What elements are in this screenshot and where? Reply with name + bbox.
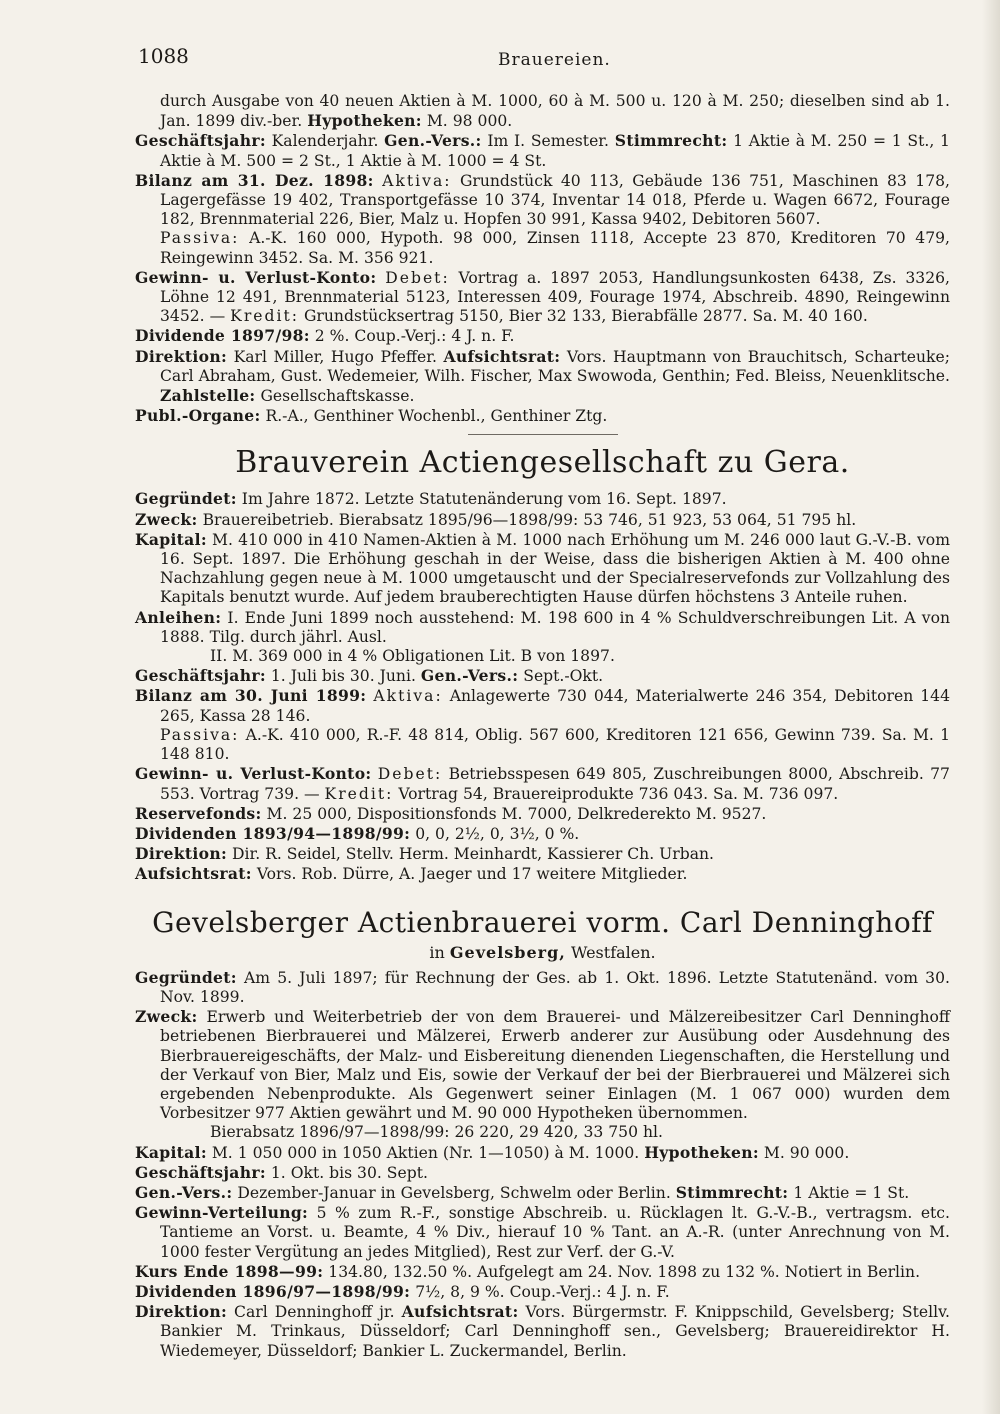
gev-gegruendet: Gegründet: Am 5. Juli 1897; für Rechnung der Ges. ab 1. Okt. 1896. Letzte Statutenänd. vom 30. Nov. 1899. bbox=[135, 967, 950, 1006]
page-edge-shadow bbox=[982, 0, 1000, 1414]
gev-gewinn-verteilung: Gewinn-Verteilung: 5 % zum R.-F., sonstige Abschreib. u. Rücklagen lt. G.-V.-B., vertragsm. etc. Tantieme an Vorst. u. Beamte, 4 % Div., hierauf 10 % Tant. an A.-R. (unter Anrechnung von M. 1000 fester Vergütung an jedes Mitglied), Rest zur Verf. der G.-V. bbox=[135, 1203, 950, 1261]
entry-continued bbox=[135, 92, 950, 1361]
section-divider bbox=[468, 434, 618, 435]
gev-direktion: Direktion: Carl Denninghoff jr. Aufsichtsrat: Vors. Bürgermstr. F. Knippschild, Gevelsberg; Stellv. Bankier M. Trinkaus, Düsseldorf; Carl Denninghoff sen., Gevelsberg; Brauereidirektor H. Wiedemeyer, Düsseldorf; Bankier L. Zuckermandel, Berlin. bbox=[135, 1302, 950, 1360]
gera-anleihen: Anleihen: I. Ende Juni 1899 noch ausstehend: M. 198 600 in 4 % Schuldverschreibungen Lit. A von 1888. Tilg. durch jährl. Ausl. bbox=[135, 607, 950, 646]
capital-continuation: durch Ausgabe von 40 neuen Aktien à M. 1000, 60 à M. 500 u. 120 à M. 250; dieselben sind ab 1. Jan. 1899 div.-ber. Hypotheken: M. 98 000. bbox=[160, 92, 950, 131]
gera-dividenden: Dividenden 1893/94—1898/99: 0, 0, 2½, 0, 3½, 0 %. bbox=[135, 823, 580, 843]
gev-kapital: Kapital: M. 1 050 000 in 1050 Aktien (Nr. 1—1050) à M. 1000. Hypotheken: M. 90 000. bbox=[135, 1142, 850, 1162]
page-number: 1088 bbox=[138, 44, 189, 68]
gera-gegruendet: Gegründet: Im Jahre 1872. Letzte Statutenänderung vom 16. Sept. 1897. bbox=[135, 489, 727, 509]
gera-geschaeftsjahr: Geschäftsjahr: 1. Juli bis 30. Juni. Gen.-Vers.: Sept.-Okt. bbox=[135, 666, 604, 686]
passiva-block: Passiva: A.-K. 160 000, Hypoth. 98 000, Zinsen 1118, Accepte 23 870, Kreditoren 70 479, Reingewinn 3452. Sa. M. 356 921. bbox=[160, 229, 950, 267]
gera-aufsichtsrat: Aufsichtsrat: Vors. Rob. Dürre, A. Jaeger und 17 weitere Mitglieder. bbox=[135, 864, 688, 884]
guv-block: Gewinn- u. Verlust-Konto: Debet: Vortrag a. 1897 2053, Handlungsunkosten 6438, Zs. 3326, Löhne 12 491, Brennmaterial 5123, Interessen 409, Fourage 1974, Abschreib. 4890, Reingewinn 3452. — Kredit: Grundstücksertrag 5150, Bier 32 133, Bierabfälle 2877. Sa. M. 40 160. bbox=[135, 267, 950, 326]
gev-zweck: Zweck: Erwerb und Weiterbetrieb der von dem Brauerei- und Mälzereibesitzer Carl Denninghoff betriebenen Bierbrauerei und Mälzerei, Erwerb anderer zur Ausübung oder Ausdehnung des Bierbrauereigeschäfts, der Malz- und Eisbereitung dienenden Liegenschaften, die Herstellung und der Verkauf von Bier, Malz und Eis, sowie der Verkauf der bei der Bierbrauerei und Mälzerei sich ergebenden Nebenprodukte. Als Gegenwert seiner Einlagen (M. 1 067 000) wurden dem Vorbesitzer 977 Aktien gewährt und M. 90 000 Hypotheken übernommen. bbox=[135, 1007, 950, 1123]
section-title-gevelsberg: Gevelsberger Actienbrauerei vorm. Carl Denninghoff bbox=[152, 905, 933, 939]
gera-direktion: Direktion: Dir. R. Seidel, Stellv. Herm. Meinhardt, Kassierer Ch. Urban. bbox=[135, 844, 715, 864]
label-hypotheken: Hypotheken: bbox=[307, 111, 422, 131]
gev-dividenden: Dividenden 1896/97—1898/99: 7½, 8, 9 %. Coup.-Verj.: 4 J. n. F. bbox=[135, 1281, 670, 1301]
geschaeftsjahr-line: Geschäftsjahr: Kalenderjahr. Gen.-Vers.: Im I. Semester. Stimmrecht: 1 Aktie à M. 250 = 1 St., 1 Aktie à M. 500 = 2 St., 1 Aktie à M. 1000 = 4 St. bbox=[135, 131, 950, 170]
gera-bilanz: Bilanz am 30. Juni 1899: Aktiva: Anlagewerte 730 044, Materialwerte 246 354, Debitoren 144 265, Kassa 28 146. bbox=[135, 686, 951, 725]
spacer bbox=[135, 885, 950, 899]
gera-guv: Gewinn- u. Verlust-Konto: Debet: Betriebsspesen 649 805, Zuschreibungen 8000, Abschreib. 77 553. Vortrag 739. — Kredit: Vortrag 54, Brauereiprodukte 736 043. Sa. M. 736 097. bbox=[135, 764, 950, 803]
dividende-line: Dividende 1897/98: 2 %. Coup.-Verj.: 4 J. n. F. bbox=[135, 326, 515, 346]
section-title-gera: Brauverein Actiengesellschaft zu Gera. bbox=[235, 445, 850, 481]
gev-bierabsatz: Bierabsatz 1896/97—1898/99: 26 220, 29 420, 33 750 hl. bbox=[210, 1123, 663, 1142]
gera-zweck: Zweck: Brauereibetrieb. Bierabsatz 1895/96—1898/99: 53 746, 51 923, 53 064, 51 795 hl. bbox=[135, 509, 857, 529]
page-header bbox=[138, 44, 940, 74]
gera-anleihen-2: II. M. 369 000 in 4 % Obligationen Lit. B von 1897. bbox=[210, 647, 615, 666]
gev-genvers: Gen.-Vers.: Dezember-Januar in Gevelsberg, Schwelm oder Berlin. Stimmrecht: 1 Aktie = 1 St. bbox=[135, 1182, 910, 1202]
publ-organe-line: Publ.-Organe: R.-A., Genthiner Wochenbl., Genthiner Ztg. bbox=[135, 406, 608, 426]
gev-geschaeftsjahr: Geschäftsjahr: 1. Okt. bis 30. Sept. bbox=[135, 1162, 428, 1182]
direktion-line: Direktion: Karl Miller, Hugo Pfeffer. Aufsichtsrat: Vors. Hauptmann von Brauchitsch, Scharteuke; Carl Abraham, Gust. Wedemeier, Wilh. Fischer, Max Swowoda, Genthin; Fed. Bleiss, Neuenklitsche. Zahlstelle: Gesellschaftskasse. bbox=[135, 346, 950, 406]
bilanz-block: Bilanz am 31. Dez. 1898: Aktiva: Grundstück 40 113, Gebäude 136 751, Maschinen 83 178, Lagergefässe 19 402, Transportgefässe 10 374, Inventar 14 018, Pferde u. Wagen 6672, Fourage 182, Brennmaterial 226, Bier, Malz u. Hopfen 30 991, Kassa 9402, Debitoren 5607. bbox=[135, 170, 950, 229]
section-subtitle-gevelsberg: in Gevelsberg, Westfalen. bbox=[429, 942, 656, 962]
running-title: Brauereien. bbox=[498, 50, 611, 70]
gera-reservefonds: Reservefonds: M. 25 000, Dispositionsfonds M. 7000, Delkrederekto M. 9527. bbox=[135, 803, 767, 823]
gev-kurs: Kurs Ende 1898—99: 134.80, 132.50 %. Aufgelegt am 24. Nov. 1898 zu 132 %. Notiert in Berlin. bbox=[135, 1261, 921, 1281]
gera-kapital: Kapital: M. 410 000 in 410 Namen-Aktien à M. 1000 nach Erhöhung um M. 246 000 laut G.-V.-B. vom 16. Sept. 1897. Die Erhöhung geschah in der Weise, dass die bisherigen Aktien à M. 400 ohne Nachzahlung gegen neue à M. 1000 umgetauscht und der Specialreservefonds zur Vollzahlung des Kapitals benutzt wurde. Auf jedem brauberechtigten Hause dürfen höchstens 3 Anteile ruhen. bbox=[135, 529, 950, 607]
gera-passiva: Passiva: A.-K. 410 000, R.-F. 48 814, Oblig. 567 600, Kreditoren 121 656, Gewinn 739. Sa. M. 1 148 810. bbox=[160, 725, 950, 764]
